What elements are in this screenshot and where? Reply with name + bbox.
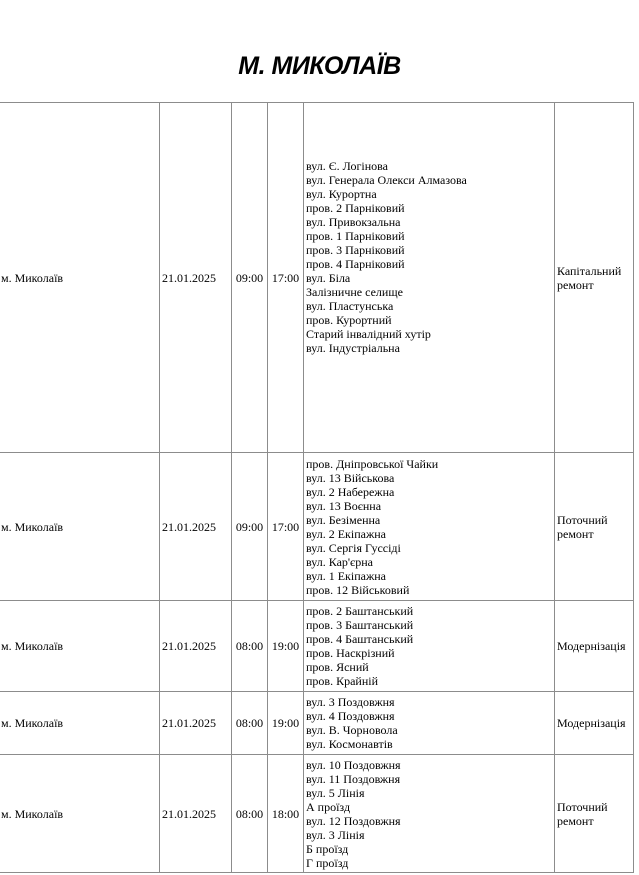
address-item: А проїзд [306,799,351,814]
address-item: вул. 5 Лінія [306,785,365,800]
address-item: вул. В. Чорновола [306,723,398,737]
address-list-cell [304,755,555,873]
address-list-cell [304,103,555,453]
work-type-cell: Модернізація [555,601,634,692]
start-time-cell: 08:00 [232,601,268,692]
address-item: вул. Безіменна [306,512,381,527]
address-item: пров. 4 Парніковий [306,257,405,271]
work-type-cell: Поточний ремонт [555,453,634,601]
start-time-cell: 09:00 [232,103,268,453]
table-row [0,755,634,873]
work-type-cell: Поточний ремонт [555,755,634,873]
address-item: вул. Біла [306,271,351,285]
address-item: пров. 2 Баштанський [306,604,414,618]
end-time-cell: 19:00 [268,692,304,755]
address-item: вул. Індустріальна [306,341,400,355]
address-item: вул. Привокзальна [306,215,401,229]
address-item: Залізничне селище [306,285,403,299]
address-list-cell [304,453,555,601]
end-time-cell: 17:00 [268,103,304,453]
address-item: вул. Пластунська [306,299,394,313]
city-cell: м. Миколаїв [0,103,160,453]
address-item: пров. Курортний [306,313,392,327]
address-item: вул. Є. Логінова [306,159,388,173]
date-cell: 21.01.2025 [160,453,232,601]
table-row [0,103,634,453]
address-item: вул. 3 Поздовжня [306,695,395,709]
start-time-cell: 08:00 [232,692,268,755]
end-time-cell: 17:00 [268,453,304,601]
address-list-cell [304,601,555,692]
city-cell: м. Миколаїв [0,601,160,692]
address-item: Г проїзд [306,855,349,870]
address-item: вул. Космонавтів [306,737,393,751]
outage-schedule-table [0,102,634,873]
table-row [0,692,634,755]
table-row [0,453,634,601]
end-time-cell: 18:00 [268,755,304,873]
table-body [0,103,634,873]
date-cell: 21.01.2025 [160,601,232,692]
address-item: пров. Наскрізний [306,646,395,660]
address-item: вул. 2 Набережна [306,484,395,499]
address-item: вул. 13 Військова [306,470,395,485]
address-list-cell [304,692,555,755]
address-item: вул. 11 Поздовжня [306,771,401,786]
start-time-cell: 09:00 [232,453,268,601]
address-item: пров. 12 Військовий [306,582,410,597]
address-item: пров. 2 Парніковий [306,201,405,215]
address-item: вул. Курортна [306,187,377,201]
city-cell: м. Миколаїв [0,755,160,873]
city-cell: м. Миколаїв [0,692,160,755]
address-item: вул. Генерала Олекси Алмазова [306,173,467,187]
date-cell: 21.01.2025 [160,103,232,453]
address-item: Б проїзд [306,841,349,856]
address-item: пров. 3 Парніковий [306,243,405,257]
address-item: вул. Сергія Гуссіді [306,540,401,555]
page-title: М. МИКОЛАЇВ [238,52,401,80]
address-item: пров. 3 Баштанський [306,618,414,632]
address-item: пров. 1 Парніковий [306,229,405,243]
address-item: вул. 2 Екіпажна [306,526,386,541]
date-cell: 21.01.2025 [160,755,232,873]
address-item: вул. 13 Воєнна [306,498,382,513]
address-item: пров. Ясний [306,660,369,674]
date-cell: 21.01.2025 [160,692,232,755]
work-type-cell: Модернізація [555,692,634,755]
address-item: вул. 12 Поздовжня [306,813,401,828]
city-cell: м. Миколаїв [0,453,160,601]
address-item: вул. 3 Лінія [306,827,365,842]
address-item: пров. Дніпровської Чайки [306,456,439,471]
address-item: вул. 10 Поздовжня [306,757,401,772]
table-row [0,601,634,692]
address-item: вул. Кар'єрна [306,554,373,569]
address-item: пров. Крайній [306,674,379,688]
end-time-cell: 19:00 [268,601,304,692]
address-item: вул. 1 Екіпажна [306,568,386,583]
address-item: пров. 4 Баштанський [306,632,414,646]
start-time-cell: 08:00 [232,755,268,873]
address-item: Старий інвалідний хутір [306,327,431,341]
address-item: вул. 4 Поздовжня [306,709,395,723]
work-type-cell: Капітальний ремонт [555,103,634,453]
